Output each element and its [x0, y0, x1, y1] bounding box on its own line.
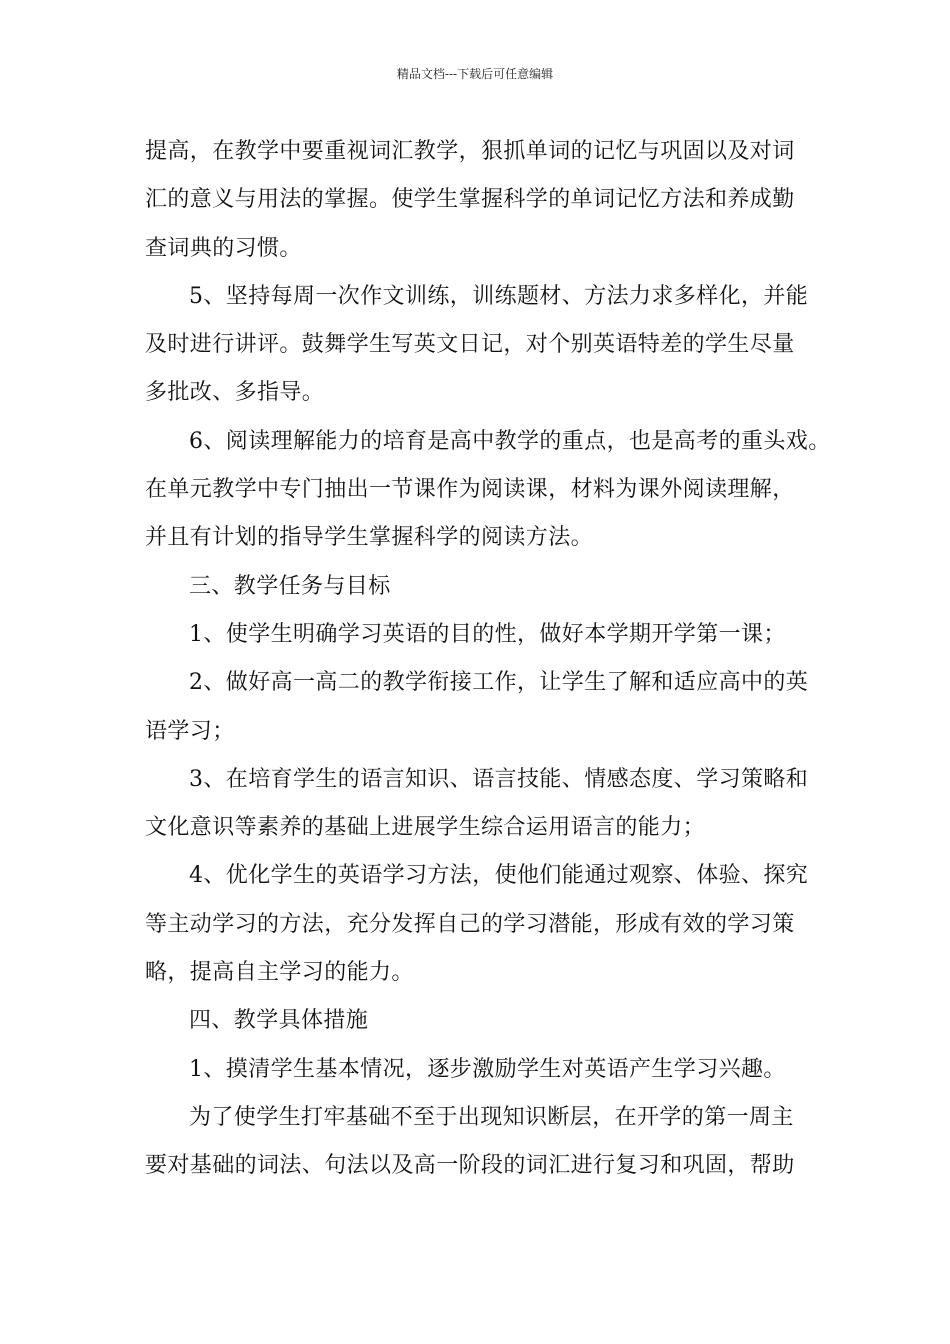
text-line: 2、做好高一高二的教学衔接工作，让学生了解和适应高中的英 — [189, 670, 809, 696]
text-line: 文化意识等素养的基础上进展学生综合运用语言的能力； — [145, 815, 706, 841]
text-line: 为了使学生打牢基础不至于出现知识断层，在开学的第一周主 — [189, 1104, 794, 1130]
page-header: 精品文档---下载后可任意编辑 — [396, 67, 554, 81]
text-line: 等主动学习的方法，充分发挥自己的学习潜能，形成有效的学习策 — [145, 911, 795, 937]
section-heading: 四、教学具体措施 — [189, 1008, 369, 1034]
text-line: 提高，在教学中要重视词汇教学，狠抓单词的记忆与巩固以及对词 — [145, 139, 795, 164]
text-line: 4、优化学生的英语学习方法，使他们能通过观察、体验、探究 — [189, 863, 809, 889]
text-line: 在单元教学中专门抽出一节课作为阅读课，材料为课外阅读理解， — [145, 477, 795, 503]
text-line: 略，提高自主学习的能力。 — [145, 960, 414, 986]
text-line: 查词典的习惯。 — [145, 235, 302, 261]
text-line: 3、在培育学生的语言知识、语言技能、情感态度、学习策略和 — [189, 766, 809, 792]
text-line: 及时进行讲评。鼓舞学生写英文日记，对个别英语特差的学生尽量 — [145, 332, 795, 358]
text-line: 1、摸清学生基本情况，逐步激励学生对英语产生学习兴趣。 — [189, 1056, 786, 1082]
text-line: 6、阅读理解能力的培育是高中教学的重点，也是高考的重头戏。 — [189, 428, 831, 454]
text-line: 汇的意义与用法的掌握。使学生掌握科学的单词记忆方法和养成勤 — [145, 187, 795, 213]
document-body — [145, 128, 831, 1191]
text-line: 要对基础的词法、句法以及高一阶段的词汇进行复习和巩固，帮助 — [145, 1153, 795, 1179]
text-line: 并且有计划的指导学生掌握科学的阅读方法。 — [145, 525, 594, 551]
text-line: 1、使学生明确学习英语的目的性，做好本学期开学第一课； — [189, 621, 786, 647]
text-line: 多批改、多指导。 — [145, 380, 325, 406]
text-line: 5、坚持每周一次作文训练，训练题材、方法力求多样化，并能 — [189, 283, 809, 309]
section-heading: 三、教学任务与目标 — [189, 573, 391, 599]
text-line: 语学习； — [145, 718, 235, 744]
